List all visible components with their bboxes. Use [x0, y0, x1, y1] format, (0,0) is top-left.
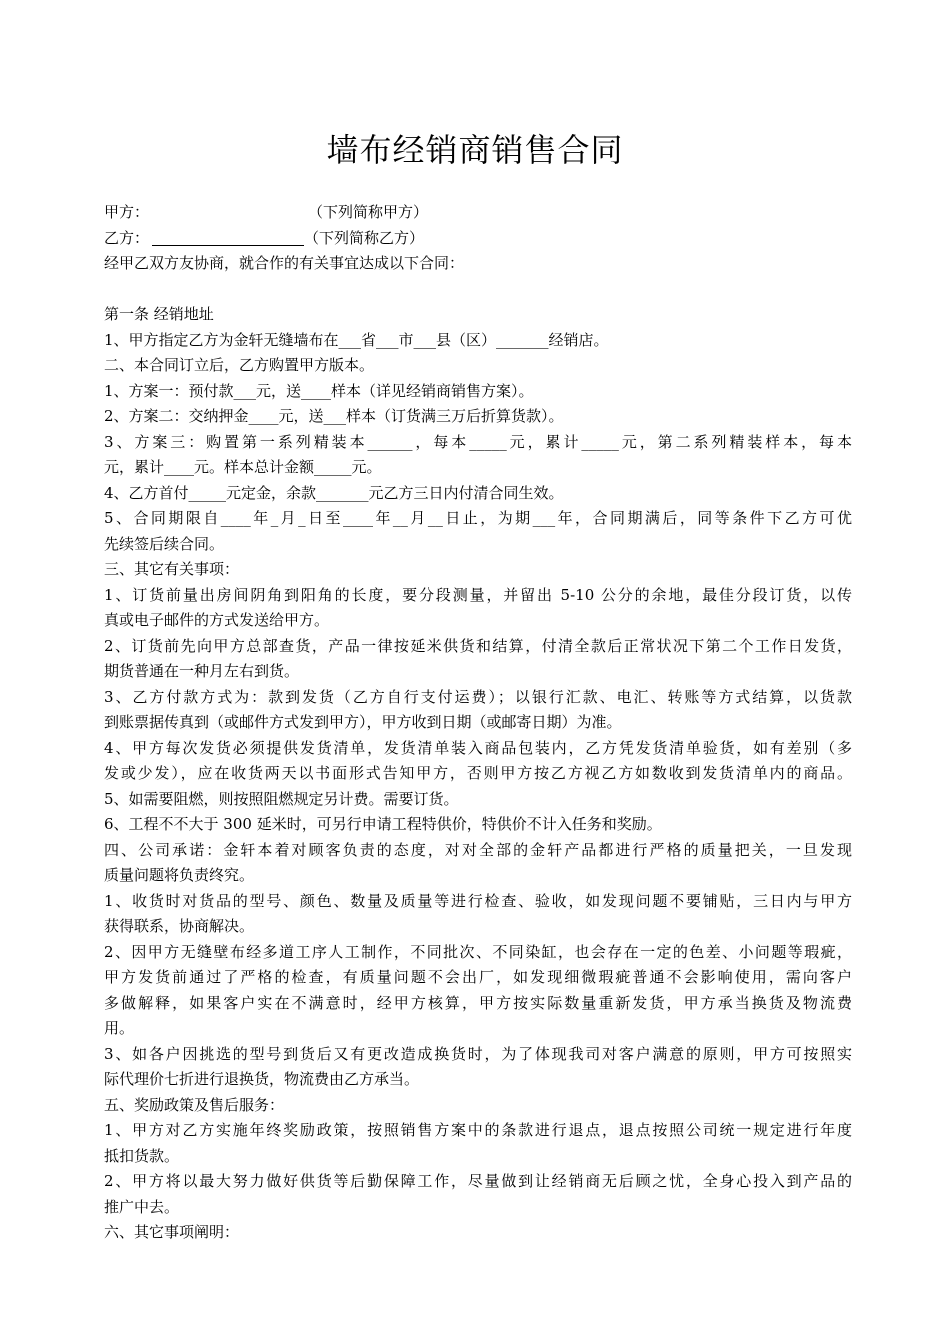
contract-line: 用。: [104, 1019, 135, 1037]
contract-line: 3、如各户因挑选的型号到货后又有更改造成换货时，为了体现我司对客户满意的原则，甲方可按照实: [104, 1044, 852, 1063]
contract-line: 到账票据传真到（或邮件方式发到甲方），甲方收到日期（或邮寄日期）为准。: [104, 713, 622, 731]
intro-line: 经甲乙双方友协商，就合作的有关事宜达成以下合同：: [104, 254, 465, 272]
contract-line: 抵扣货款。: [104, 1146, 180, 1165]
contract-line: 二、本合同订立后，乙方购置甲方版本。: [104, 356, 375, 374]
contract-line: 6、工程不不大于 300 延米时，可另行申请工程特供价，特供价不计入任务和奖励。: [104, 815, 662, 833]
party-b-note: （下列简称乙方）: [304, 228, 425, 247]
contract-line: 元，累计____元。样本总计金额_____元。: [104, 458, 382, 476]
contract-line: 5、如需要阻燃，则按照阻燃规定另计费。需要订货。: [104, 789, 459, 808]
contract-line: 先续签后续合同。: [104, 534, 225, 553]
contract-line: 5、合同期限自____年_月_日至____年__月__日止，为期___年，合同期满后，同等条件下乙方可优: [104, 509, 852, 527]
contract-body: [104, 200, 852, 1246]
contract-line: 六、其它事项阐明：: [104, 1223, 240, 1241]
contract-line: 第一条 经销地址: [104, 305, 214, 323]
contract-line: 4、乙方首付_____元定金，余款_______元乙方三日内付清合同生效。: [104, 483, 564, 502]
contract-line: 推广中去。: [104, 1197, 180, 1216]
contract-line: 发或少发），应在收货两天以书面形式告知甲方，否则甲方按乙方视乙方如数收到发货清单内的商品。: [104, 764, 852, 782]
contract-line: 四、公司承诺：金轩本着对顾客负责的态度，对对全部的金轩产品都进行严格的质量把关，一旦发现: [104, 840, 852, 859]
party-b-label: 乙方：: [104, 228, 150, 247]
party-b-line: [104, 226, 852, 252]
clause-list: [104, 302, 852, 1246]
party-a-label: 甲方：: [104, 203, 150, 221]
party-a-line: [104, 200, 852, 226]
contract-line: 1、订货前量出房间阴角到阳角的长度，要分段测量，并留出 5-10 公分的余地，最佳分段订货，以传: [104, 585, 852, 604]
contract-line: 1、甲方对乙方实施年终奖励政策，按照销售方案中的条款进行退点，退点按照公司统一规定进行年度: [104, 1121, 852, 1139]
page-title: 墙布经销商销售合同: [326, 131, 624, 169]
contract-line: 多做解释，如果客户实在不满意时，经甲方核算，甲方按实际数量重新发货，甲方承当换货及物流费: [104, 993, 852, 1012]
party-a-note: （下列简称甲方）: [308, 203, 429, 221]
contract-line: 期货普通在一种月左右到货。: [104, 662, 300, 680]
contract-line: 1、甲方指定乙方为金轩无缝墙布在___省___市___县（区）_______经销店。: [104, 330, 609, 349]
contract-line: 2、订货前先向甲方总部查货，产品一律按延米供货和结算，付清全款后正常状况下第二个工作日发货，: [104, 636, 852, 655]
contract-line: 际代理价七折进行退换货，物流费由乙方承当。: [104, 1070, 420, 1088]
party-b-name-blank: [152, 229, 304, 246]
contract-line: 2、因甲方无缝壁布经多道工序人工制作，不同批次、不同染缸，也会存在一定的色差、小问题等瑕疵，: [104, 942, 852, 961]
blank-line: [104, 277, 852, 303]
contract-line: 2、方案二：交纳押金____元，送___样本（订货满三万后折算货款）。: [104, 407, 564, 425]
contract-line: 五、奖励政策及售后服务：: [104, 1095, 285, 1114]
contract-line: 2、甲方将以最大努力做好供货等后勤保障工作，尽量做到让经销商无后顾之忧，全身心投入到产品的: [104, 1172, 852, 1190]
contract-line: 三、其它有关事项：: [104, 560, 240, 578]
contract-line: 1、收货时对货品的型号、颜色、数量及质量等进行检查、验收，如发现问题不要铺贴，三日内与甲方: [104, 891, 852, 910]
contract-line: 真或电子邮件的方式发送给甲方。: [104, 611, 330, 629]
contract-line: 3、方案三：购置第一系列精装本______，每本_____元，累计_____元，第二系列精装样本，每本: [104, 432, 852, 451]
contract-line: 甲方发货前通过了严格的检查，有质量问题不会出厂，如发现细微瑕疵普通不会影响使用，需向客户: [104, 968, 852, 986]
contract-line: 3、乙方付款方式为：款到发货（乙方自行支付运费）；以银行汇款、电汇、转账等方式结算，以货款: [104, 687, 852, 706]
contract-line: 质量问题将负责终究。: [104, 866, 255, 884]
contract-line: 获得联系，协商解决。: [104, 917, 255, 935]
contract-line: 1、方案一：预付款___元，送____样本（详见经销商销售方案）。: [104, 381, 534, 400]
contract-line: 4、甲方每次发货必须提供发货清单，发货清单装入商品包装内，乙方凭发货清单验货，如有差别（多: [104, 738, 852, 757]
